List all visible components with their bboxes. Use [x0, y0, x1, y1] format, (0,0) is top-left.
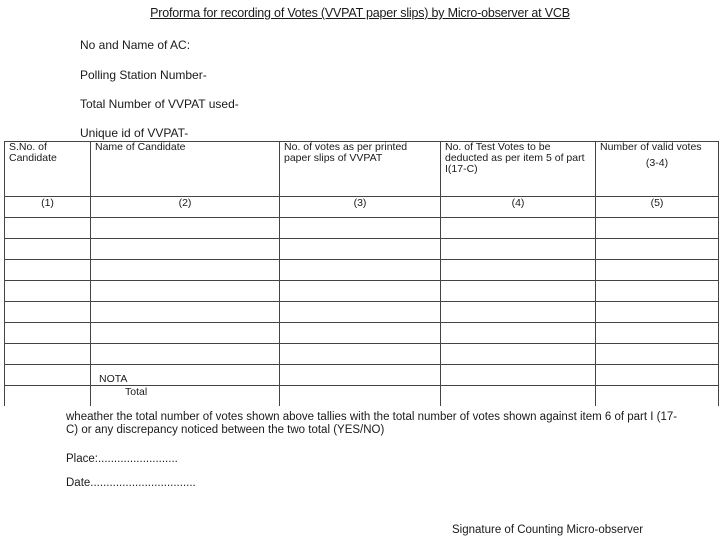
table-cell[interactable]	[596, 323, 719, 344]
table-cell[interactable]	[5, 218, 91, 239]
vvpat-used-field-label: Total Number of VVPAT used-	[80, 97, 239, 111]
table-cell[interactable]	[280, 281, 441, 302]
date-field: Date.................................	[66, 477, 196, 489]
votes-table	[4, 141, 719, 406]
table-header-row	[5, 142, 719, 197]
table-cell[interactable]	[596, 386, 719, 407]
nota-row	[5, 365, 719, 386]
table-cell[interactable]	[91, 302, 280, 323]
table-cell[interactable]	[280, 365, 441, 386]
table-cell[interactable]	[596, 260, 719, 281]
table-cell[interactable]	[91, 323, 280, 344]
header-valid-votes	[596, 142, 719, 197]
table-cell[interactable]	[596, 218, 719, 239]
table-cell[interactable]	[280, 218, 441, 239]
table-row	[5, 323, 719, 344]
table-cell[interactable]	[5, 281, 91, 302]
nota-label: NOTA	[91, 365, 280, 386]
table-cell[interactable]	[91, 218, 280, 239]
table-cell[interactable]	[596, 302, 719, 323]
total-row	[5, 386, 719, 407]
table-cell	[5, 386, 91, 407]
form-title: Proforma for recording of Votes (VVPAT paper slips) by Micro-observer at VCB	[150, 6, 570, 20]
table-cell[interactable]	[280, 344, 441, 365]
unique-id-field-label: Unique id of VVPAT-	[80, 126, 189, 140]
table-row	[5, 260, 719, 281]
table-row	[5, 239, 719, 260]
header-valid-votes-formula: (3-4)	[645, 157, 669, 169]
table-cell[interactable]	[596, 239, 719, 260]
table-cell[interactable]	[91, 344, 280, 365]
table-cell[interactable]	[441, 281, 596, 302]
column-number: (2)	[91, 197, 280, 218]
table-cell[interactable]	[280, 239, 441, 260]
polling-station-field-label: Polling Station Number-	[80, 68, 207, 82]
table-cell[interactable]	[441, 344, 596, 365]
header-candidate-name: Name of Candidate	[91, 142, 280, 197]
table-cell[interactable]	[441, 218, 596, 239]
total-label: Total	[91, 386, 280, 407]
table-cell[interactable]	[441, 239, 596, 260]
table-cell[interactable]	[5, 239, 91, 260]
table-cell[interactable]	[5, 344, 91, 365]
column-number: (1)	[5, 197, 91, 218]
table-row	[5, 281, 719, 302]
ac-field-label: No and Name of AC:	[80, 38, 191, 52]
table-cell[interactable]	[5, 302, 91, 323]
table-cell[interactable]	[280, 386, 441, 407]
table-cell[interactable]	[91, 260, 280, 281]
table-row	[5, 344, 719, 365]
column-number: (4)	[441, 197, 596, 218]
table-cell[interactable]	[5, 323, 91, 344]
table-cell[interactable]	[441, 302, 596, 323]
column-number: (3)	[280, 197, 441, 218]
table-cell[interactable]	[441, 386, 596, 407]
column-number: (5)	[596, 197, 719, 218]
table-cell[interactable]	[5, 365, 91, 386]
table-cell[interactable]	[441, 260, 596, 281]
place-field: Place:.........................	[66, 453, 178, 465]
table-cell[interactable]	[441, 365, 596, 386]
column-number-row	[5, 197, 719, 218]
table-cell[interactable]	[91, 239, 280, 260]
table-row	[5, 218, 719, 239]
header-sno: S.No. of Candidate	[5, 142, 91, 197]
table-row	[5, 302, 719, 323]
table-cell[interactable]	[280, 260, 441, 281]
header-printed-votes: No. of votes as per printed paper slips of VVPAT	[280, 142, 441, 197]
header-test-votes: No. of Test Votes to be deducted as per item 5 of part I(17-C)	[441, 142, 596, 197]
table-cell[interactable]	[596, 344, 719, 365]
table-cell[interactable]	[596, 365, 719, 386]
table-cell[interactable]	[280, 323, 441, 344]
table-cell[interactable]	[5, 260, 91, 281]
table-cell[interactable]	[596, 281, 719, 302]
header-valid-votes-label: Number of valid votes	[600, 141, 702, 153]
table-cell[interactable]	[441, 323, 596, 344]
signature-label: Signature of Counting Micro-observer	[452, 524, 644, 536]
tally-statement: wheather the total number of votes shown above tallies with the total number of votes shown against item 6 of part I (17-C) or any discrepancy noticed between the two total (YES/NO)	[66, 411, 678, 436]
table-cell[interactable]	[280, 302, 441, 323]
table-cell[interactable]	[91, 281, 280, 302]
